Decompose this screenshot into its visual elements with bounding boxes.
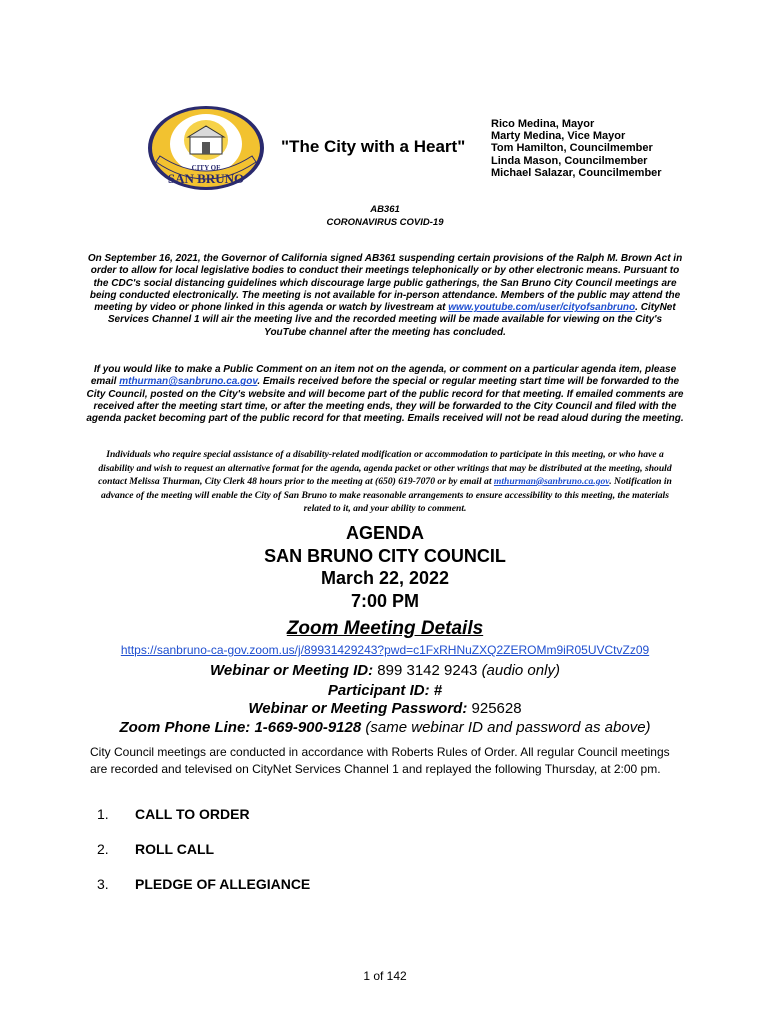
agenda-item: 3. PLEDGE OF ALLEGIANCE — [97, 876, 311, 892]
webinar-id-line: Webinar or Meeting ID: 899 3142 9243 (audio only) — [210, 662, 560, 679]
agenda-date: March 22, 2022 — [320, 568, 450, 588]
agenda-item: 1. CALL TO ORDER — [97, 806, 250, 822]
agenda-time: 7:00 PM — [350, 590, 420, 611]
agenda-item: 2. ROLL CALL — [97, 841, 215, 857]
rules-paragraph: City Council meetings are conducted in accordance with Roberts Rules of Order. All regular Council meetings are recorded and televised on CityNet Services Channel 1 and replayed the following Thursday, at 2:00 pm. — [90, 745, 670, 776]
livestream-link[interactable]: www.youtube.com/user/cityofsanbruno — [448, 302, 636, 314]
council-member: Marty Medina, Vice Mayor — [491, 130, 626, 143]
council-members-list — [491, 118, 662, 179]
clerk-email-link-2[interactable]: mthurman@sanbruno.ca.gov — [493, 476, 610, 487]
accessibility-notice: Individuals who require special assistance of a disability-related modification or accommodation to participate in this meeting, or who have a disability and wish to request an alternative format for the agenda, agenda packet or other writings that may be distributed at the meeting, should contact Melissa Thurman, City Clerk 48 hours prior to the meeting at (650) 619-7070 or by email at mthurman@sanbruno.ca.gov. Notification in advance of the meeting will enable the City of San Bruno to make reasonable arrangements to ensure accessibility to this meeting, the materials related to it, and your ability to comment. — [98, 449, 672, 514]
governor-notice: On September 16, 2021, the Governor of California signed AB361 suspending certain provisions of the Ralph M. Brown Act in order to allow for local legislative bodies to conduct their meetings telephonically or by other electronic means. Pursuant to the CDC's social distancing guidelines which discourage large public gatherings, the San Bruno City Council meetings are being conducted electronically. The meeting is not available for in-person attendance. Members of the public may attend the meeting by video or phone linked in this agenda or watch by livestream at www.youtube.com/user/cityofsanbruno. CityNet Services Channel 1 will air the meeting live and the recorded meeting will be made available for viewing on the City's YouTube channel after the meeting has concluded. — [87, 253, 683, 338]
participant-id-line: Participant ID: # — [327, 682, 443, 699]
page-number: 1 of 142 — [363, 969, 407, 983]
council-member: Linda Mason, Councilmember — [491, 154, 648, 167]
zoom-title: Zoom Meeting Details — [286, 618, 484, 639]
city-seal-logo — [146, 104, 266, 192]
council-member: Rico Medina, Mayor — [491, 118, 595, 130]
ab361-label: AB361 — [370, 204, 400, 215]
clerk-email-link[interactable]: mthurman@sanbruno.ca.gov — [119, 376, 258, 388]
council-member: Tom Hamilton, Councilmember — [491, 142, 653, 155]
password-line: Webinar or Meeting Password: 925628 — [248, 700, 522, 717]
svg-text:SAN BRUNO: SAN BRUNO — [167, 171, 245, 186]
phone-line: Zoom Phone Line: 1-669-900-9128 (same webinar ID and password as above) — [119, 719, 651, 736]
zoom-meeting-link[interactable]: https://sanbruno-ca-gov.zoom.us/j/89931429243?pwd=c1FxRHNuZXQ2ZEROMm9iR05UVCtvZz09 — [120, 643, 650, 657]
agenda-title: AGENDA — [345, 523, 424, 543]
svg-text:CITY OF: CITY OF — [191, 164, 221, 172]
covid-label: CORONAVIRUS COVID-19 — [326, 217, 444, 228]
council-member: Michael Salazar, Councilmember — [491, 166, 662, 179]
agenda-body: SAN BRUNO CITY COUNCIL — [264, 545, 506, 566]
public-comment-notice: If you would like to make a Public Comment on an item not on the agenda, or comment on a particular agenda item, please email mthurman@sanbruno.ca.gov. Emails received before the special or regular meeting start time will be forwarded to the City Council, posted on the City's website and will become part of the public record for that meeting. If emailed comments are received after the meeting start time, or after the meeting ends, they will be forwarded to the City Council and filed with the agenda packet becoming part of the public record for that meeting. Emails received will not be read aloud during the meeting. — [86, 364, 684, 425]
city-motto: "The City with a Heart" — [281, 137, 466, 156]
agenda-heading — [0, 522, 770, 612]
